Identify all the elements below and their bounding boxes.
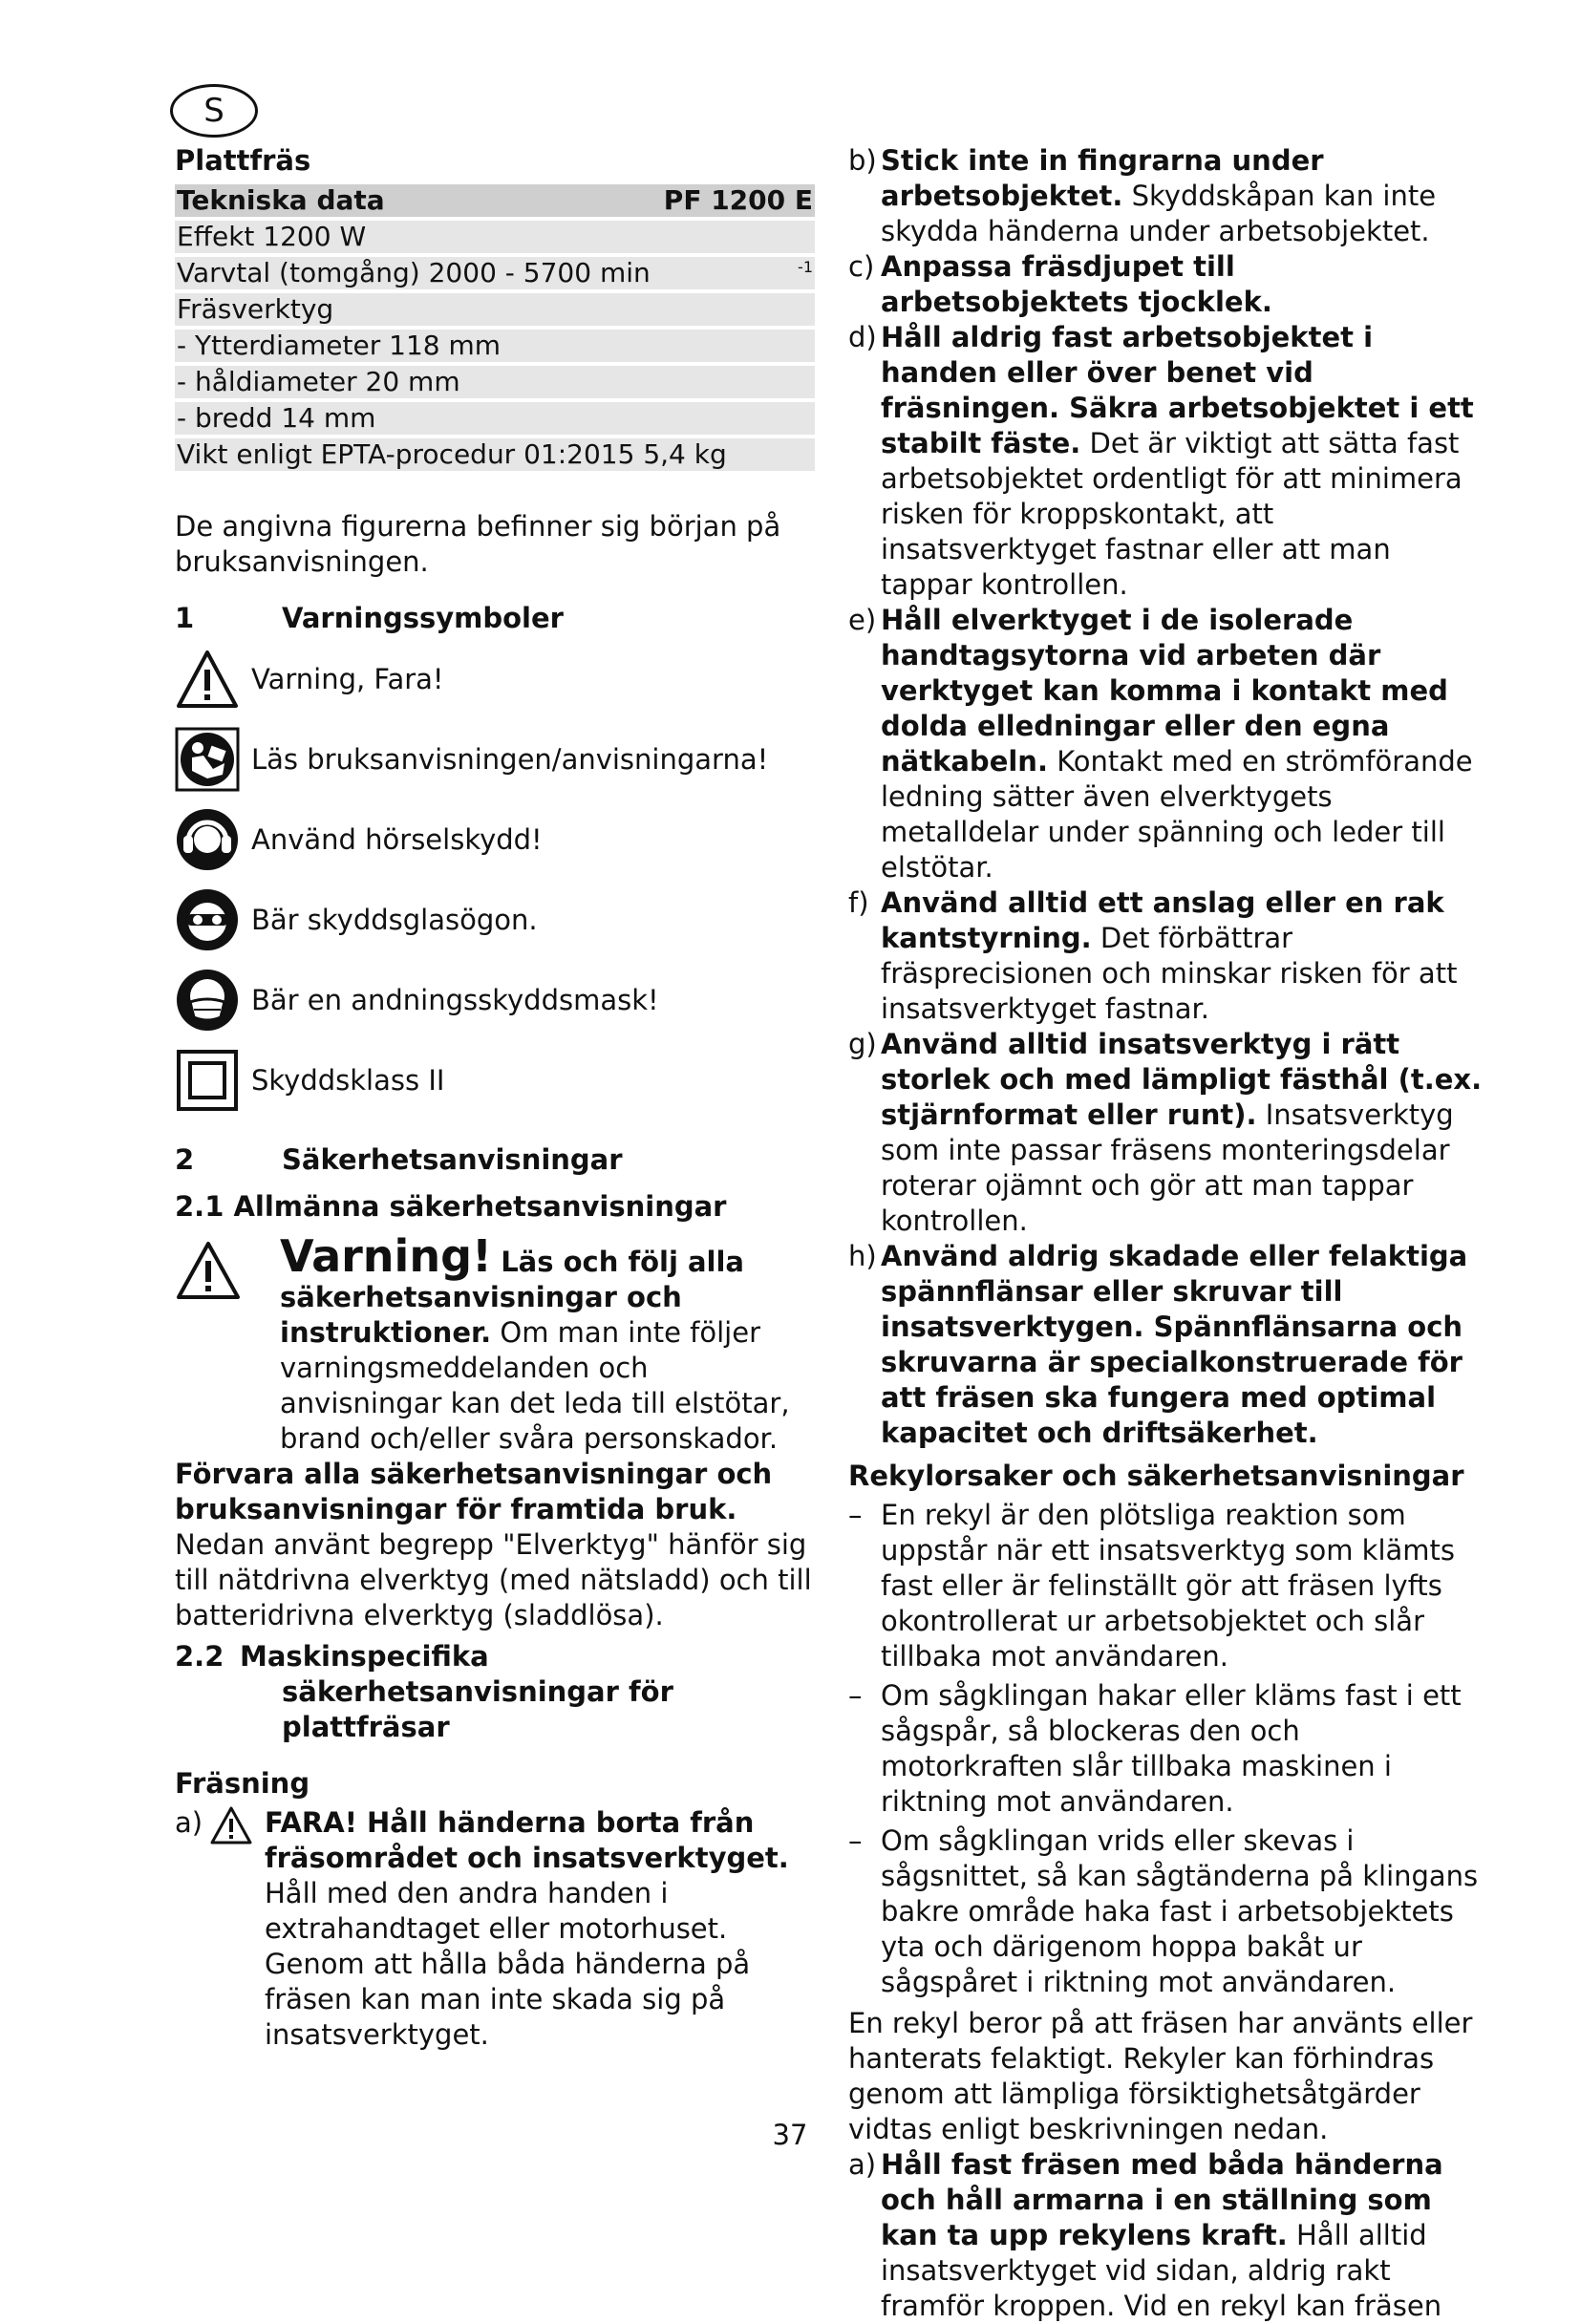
- section-title: Säkerhetsanvisningar: [282, 1143, 623, 1176]
- spec-cell: Effekt 1200 W: [177, 221, 367, 252]
- section-number: 2: [175, 1143, 195, 1176]
- symbol-label: Bär skyddsglasögon.: [251, 903, 538, 936]
- item-label: h): [848, 1240, 877, 1272]
- warning-text: [280, 1232, 815, 1457]
- section-number: 1: [175, 602, 195, 634]
- instruction-b: [848, 143, 1488, 249]
- spec-row: [175, 257, 815, 289]
- spec-cell: - håldiameter 20 mm: [177, 366, 460, 397]
- right-column: [848, 143, 1488, 2324]
- spec-row: [175, 221, 815, 253]
- kickback-summary: En rekyl beror på att fräsen har använts eller hanterats felaktigt. Rekyler kan förhindras genom att lämpliga försiktighetsåtgärder vidtas enligt beskrivningen nedan.: [848, 2007, 1473, 2145]
- spec-cell: Vikt enligt EPTA-procedur 01:2015 5,4 kg: [177, 438, 727, 470]
- instruction-g: [848, 1027, 1488, 1239]
- page-number: 37: [772, 2119, 808, 2151]
- item-text: [881, 320, 1488, 603]
- kickback-text: Om sågklingan vrids eller skevas i sågsnittet, så kan sågtänderna på klingans bakre område haka fast i arbetsobjektets yta och därigenom hoppa bakåt ur sågspåret i riktning mot användaren.: [881, 1824, 1479, 1998]
- spec-cell: - bredd 14 mm: [177, 402, 376, 434]
- safety-glasses-icon: [175, 887, 240, 952]
- symbol-label: Använd hörselskydd!: [251, 822, 543, 856]
- item-label: f): [848, 886, 869, 919]
- item-label: g): [848, 1028, 877, 1060]
- item-text: [265, 1805, 815, 2053]
- item-text: [881, 1027, 1488, 1239]
- protection-class-ii-icon: [175, 1048, 240, 1113]
- instruction-d: [848, 320, 1488, 603]
- item-bold: Använd alltid ett anslag eller en rak kantstyrning.: [881, 886, 1444, 954]
- warning-triangle-icon: [175, 1240, 242, 1301]
- warning-triangle-icon: [175, 647, 240, 712]
- left-column: [175, 143, 815, 2053]
- symbol-row: [175, 1043, 815, 1118]
- language-code: S: [203, 92, 224, 130]
- item-label: e): [848, 604, 877, 636]
- symbol-row: [175, 722, 815, 797]
- spec-header-label: Tekniska data: [177, 184, 385, 216]
- instruction-f: [848, 885, 1488, 1027]
- spec-header: [175, 184, 815, 217]
- kickback-text: Om sågklingan hakar eller kläms fast i ett sågspår, så blockeras den och motorkraften slår tillbaka maskinen i riktning mot användaren.: [881, 1679, 1462, 1818]
- item-label: d): [848, 321, 877, 353]
- dash-bullet: –: [848, 1824, 863, 1857]
- item-bold: Använd aldrig skadade eller felaktiga spännflänsar eller skruvar till insatsverktygen. Spännflänsarna och skruvarna är specialkonstruerade för att fräsen ska fungera med optimal kapacitet och driftsäkerhet.: [881, 1240, 1468, 1449]
- general-warning: [175, 1232, 815, 1457]
- spec-superscript: -1: [798, 258, 813, 276]
- dash-bullet: –: [848, 1679, 863, 1712]
- item-label: c): [848, 250, 875, 283]
- item-text: [881, 249, 1488, 320]
- kickback-item: [848, 1498, 1488, 1674]
- language-badge: [170, 84, 258, 138]
- page-title: Plattfräs: [175, 144, 311, 177]
- read-manual-icon: [175, 727, 240, 792]
- item-body: Det är viktigt att sätta fast arbetsobjektet ordentligt för att minimera risken för kroppskontakt, att insatsverktyget fastnar eller att man tappar kontrollen.: [881, 427, 1463, 601]
- section-heading: [175, 1142, 815, 1178]
- spec-model: PF 1200 E: [663, 184, 813, 216]
- item-bold: FARA! Håll händerna borta från fräsområdet och insatsverktyget.: [265, 1806, 789, 1874]
- instruction-h: [848, 1239, 1488, 1451]
- spec-row: [175, 438, 815, 471]
- spec-cell: Fräsverktyg: [177, 293, 334, 325]
- item-text: [881, 603, 1488, 885]
- item-text: [881, 1239, 1488, 1451]
- kickback-item: [848, 1678, 1488, 1820]
- section-title: Maskinspecifika säkerhetsanvisningar för plattfräsar: [240, 1640, 673, 1743]
- spec-row: [175, 366, 815, 398]
- item-bold: Håll fast fräsen med båda händerna och håll armarna i en ställning som kan ta upp rekylens kraft.: [881, 2148, 1443, 2251]
- instruction-e: [848, 603, 1488, 885]
- spec-cell: - Ytterdiameter 118 mm: [177, 330, 502, 361]
- keep-instructions: Förvara alla säkerhetsanvisningar och bruksanvisningar för framtida bruk.: [175, 1458, 773, 1525]
- warning-word: Varning!: [280, 1230, 492, 1282]
- spec-row: [175, 330, 815, 362]
- item-body: Håll med den andra handen i extrahandtaget eller motorhuset. Genom att hålla båda händerna på fräsen kan man inte skada sig på insatsverktyget.: [265, 1877, 751, 2051]
- warning-triangle-icon: [209, 1805, 253, 1845]
- kickback-instruction-a: [848, 2147, 1488, 2324]
- item-text: [881, 2147, 1488, 2324]
- item-bold: Stick inte in fingrarna under arbetsobjektet.: [881, 144, 1324, 212]
- ear-protection-icon: [175, 807, 240, 872]
- item-bold: Håll aldrig fast arbetsobjektet i handen eller över benet vid fräsningen. Säkra arbetsobjektet i ett stabilt fäste.: [881, 321, 1474, 459]
- symbol-row: [175, 883, 815, 957]
- definition-text: Nedan använt begrepp "Elverktyg" hänför sig till nätdrivna elverktyg (med nätsladd) och till batteridrivna elverktyg (sladdlösa).: [175, 1528, 812, 1631]
- section-heading: [175, 601, 815, 636]
- symbol-label: Läs bruksanvisningen/anvisningarna!: [251, 742, 769, 776]
- item-body: Kontakt med en strömförande ledning sätter även elverktygets metalldelar under spänning och leder till elstötar.: [881, 745, 1473, 884]
- item-text: [881, 143, 1488, 249]
- item-bold: Anpassa fräsdjupet till arbetsobjektets tjocklek.: [881, 250, 1272, 318]
- symbol-row: [175, 642, 815, 716]
- item-text: [881, 885, 1488, 1027]
- frasning-heading: Fräsning: [175, 1767, 310, 1800]
- spec-row: [175, 293, 815, 326]
- item-label: a): [175, 1806, 203, 1839]
- intro-text: De angivna figurerna befinner sig början på bruksanvisningen.: [175, 510, 781, 578]
- item-body: Håll alltid insatsverktyget vid sidan, aldrig rakt framför kroppen. Vid en rekyl kan fräsen: [881, 2219, 1442, 2322]
- symbol-label: Varning, Fara!: [251, 662, 444, 695]
- item-label: b): [848, 144, 877, 177]
- instruction-a: [175, 1805, 815, 2053]
- kickback-text: En rekyl är den plötsliga reaktion som uppstår när ett insatsverktyg som klämts fast eller är felinställt gör att fräsen lyfts okontrollerat ur arbetsobjektet och slår tillbaka mot användaren.: [881, 1499, 1456, 1673]
- symbol-label: Skyddsklass II: [251, 1063, 445, 1097]
- item-body: Insatsverktyg som inte passar fräsens monteringsdelar roterar ojämnt och gör att man tappar kontrollen.: [881, 1098, 1454, 1237]
- section-title: Varningssymboler: [282, 602, 564, 634]
- spec-cell: Varvtal (tomgång) 2000 - 5700 min: [177, 257, 651, 288]
- dust-mask-icon: [175, 968, 240, 1033]
- warning-body: Om man inte följer varningsmeddelanden och anvisningar kan det leda till elstötar, brand och/eller svåra personskador.: [280, 1316, 790, 1455]
- item-label: a): [848, 2148, 877, 2181]
- kickback-item: [848, 1823, 1488, 2000]
- symbol-label: Bär en andningsskyddsmask!: [251, 983, 659, 1016]
- section-number: 2.2: [175, 1640, 224, 1673]
- symbol-list: [175, 642, 815, 1118]
- item-bold: Håll elverktyget i de isolerade handtagsytorna vid arbeten där verktyget kan komma i kontakt med dolda elledningar eller den egna nätkabeln.: [881, 604, 1448, 778]
- item-body: Det förbättrar fräsprecisionen och minskar risken för att insatsverktyget fastnar.: [881, 922, 1458, 1025]
- item-body: Skyddskåpan kan inte skydda händerna under arbetsobjektet.: [881, 180, 1437, 247]
- kickback-heading: Rekylorsaker och säkerhetsanvisningar: [848, 1460, 1464, 1492]
- spec-table: [175, 184, 815, 471]
- symbol-row: [175, 802, 815, 877]
- item-bold: Använd alltid insatsverktyg i rätt storlek och med lämpligt fästhål (t.ex. stjärnformat eller runt).: [881, 1028, 1483, 1131]
- spec-row: [175, 402, 815, 435]
- subsection-heading: 2.1 Allmänna säkerhetsanvisningar: [175, 1190, 727, 1223]
- symbol-row: [175, 963, 815, 1037]
- instruction-c: [848, 249, 1488, 320]
- dash-bullet: –: [848, 1499, 863, 1531]
- subsection-heading: [175, 1639, 815, 1745]
- warning-bold: Läs och följ alla säkerhetsanvisningar och instruktioner.: [280, 1246, 745, 1349]
